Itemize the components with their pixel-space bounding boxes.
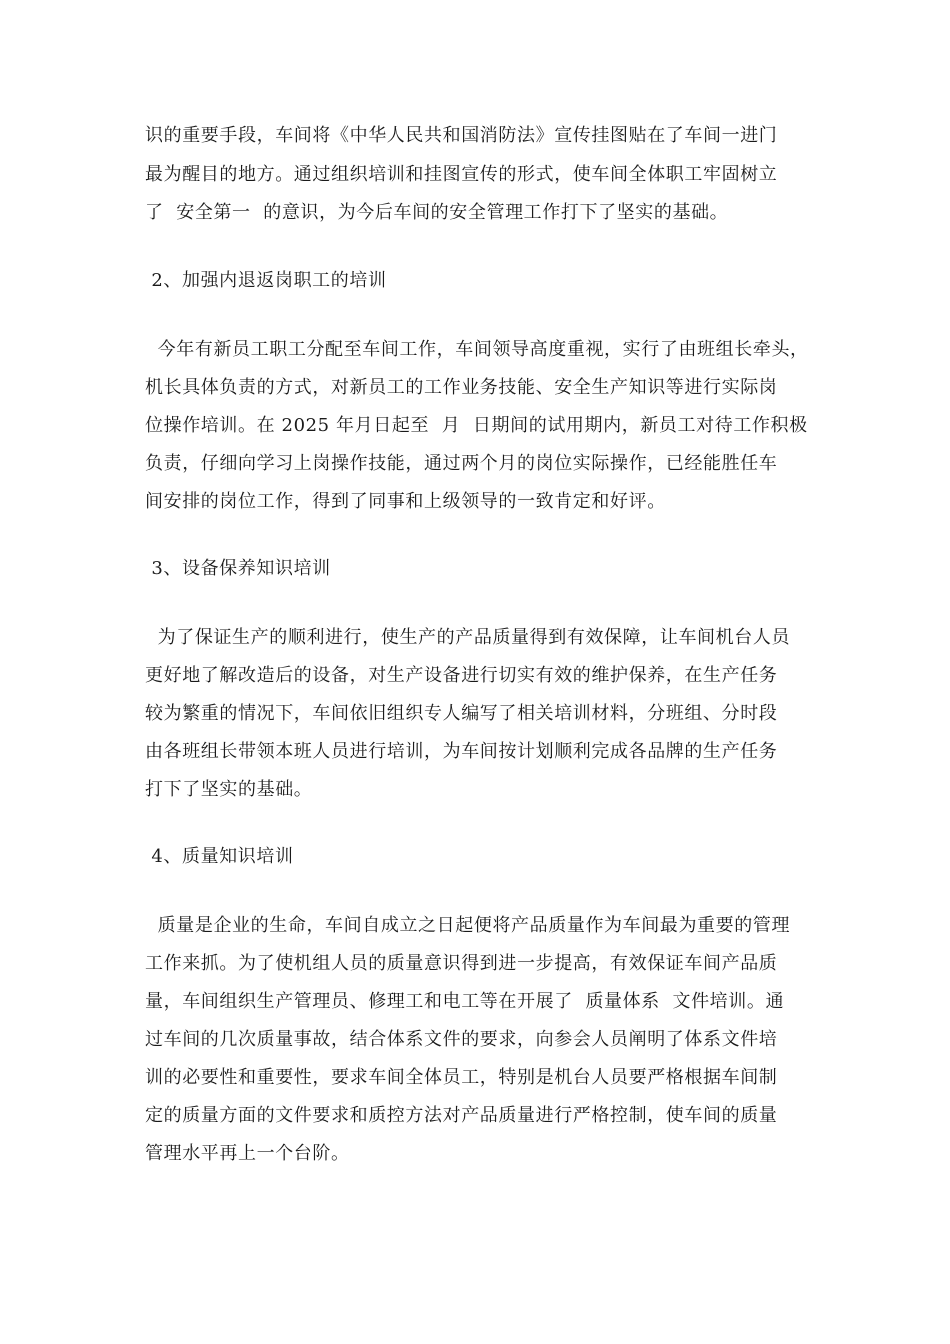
- paragraph-line: 位操作培训。在 2025 年月日起至 月 日期间的试用期内，新员工对待工作积极: [145, 415, 808, 436]
- paragraph-line: 较为繁重的情况下，车间依旧组织专人编写了相关培训材料，分班组、分时段: [145, 703, 778, 724]
- paragraph-line: 为了保证生产的顺利进行，使生产的产品质量得到有效保障，让车间机台人员: [145, 627, 791, 648]
- paragraph-line: 更好地了解改造后的设备，对生产设备进行切实有效的维护保养，在生产任务: [145, 665, 778, 686]
- paragraph-line: 识的重要手段，车间将《中华人民共和国消防法》宣传挂图贴在了车间一进门: [145, 125, 778, 146]
- paragraph-line: 过车间的几次质量事故，结合体系文件的要求，向参会人员阐明了体系文件培: [145, 1029, 778, 1050]
- paragraph-line: 今年有新员工职工分配至车间工作，车间领导高度重视，实行了由班组长牵头，: [145, 339, 809, 360]
- paragraph-line: 最为醒目的地方。通过组织培训和挂图宣传的形式，使车间全体职工牢固树立: [145, 164, 778, 185]
- paragraph-line: 间安排的岗位工作，得到了同事和上级领导的一致肯定和好评。: [145, 491, 666, 512]
- paragraph-line: 量，车间组织生产管理员、修理工和电工等在开展了 质量体系 文件培训。通: [145, 991, 785, 1012]
- paragraph-line: 由各班组长带领本班人员进行培训，为车间按计划顺利完成各品牌的生产任务: [145, 741, 778, 762]
- paragraph-line: 负责，仔细向学习上岗操作技能，通过两个月的岗位实际操作，已经能胜任车: [145, 453, 778, 474]
- section-heading: 2、加强内退返岗职工的培训: [145, 270, 387, 291]
- paragraph-line: 质量是企业的生命，车间自成立之日起便将产品质量作为车间最为重要的管理: [145, 915, 791, 936]
- section-heading: 3、设备保养知识培训: [145, 558, 331, 579]
- paragraph-line: 打下了坚实的基础。: [145, 779, 313, 800]
- section-heading: 4、质量知识培训: [145, 846, 294, 867]
- paragraph-line: 了 安全第一 的意识，为今后车间的安全管理工作打下了坚实的基础。: [145, 202, 729, 223]
- paragraph-line: 工作来抓。为了使机组人员的质量意识得到进一步提高，有效保证车间产品质: [145, 953, 778, 974]
- paragraph-line: 管理水平再上一个台阶。: [145, 1143, 350, 1164]
- paragraph-line: 定的质量方面的文件要求和质控方法对产品质量进行严格控制，使车间的质量: [145, 1105, 778, 1126]
- paragraph-line: 训的必要性和重要性，要求车间全体员工，特别是机台人员要严格根据车间制: [145, 1067, 778, 1088]
- paragraph-line: 机长具体负责的方式，对新员工的工作业务技能、安全生产知识等进行实际岗: [145, 377, 778, 398]
